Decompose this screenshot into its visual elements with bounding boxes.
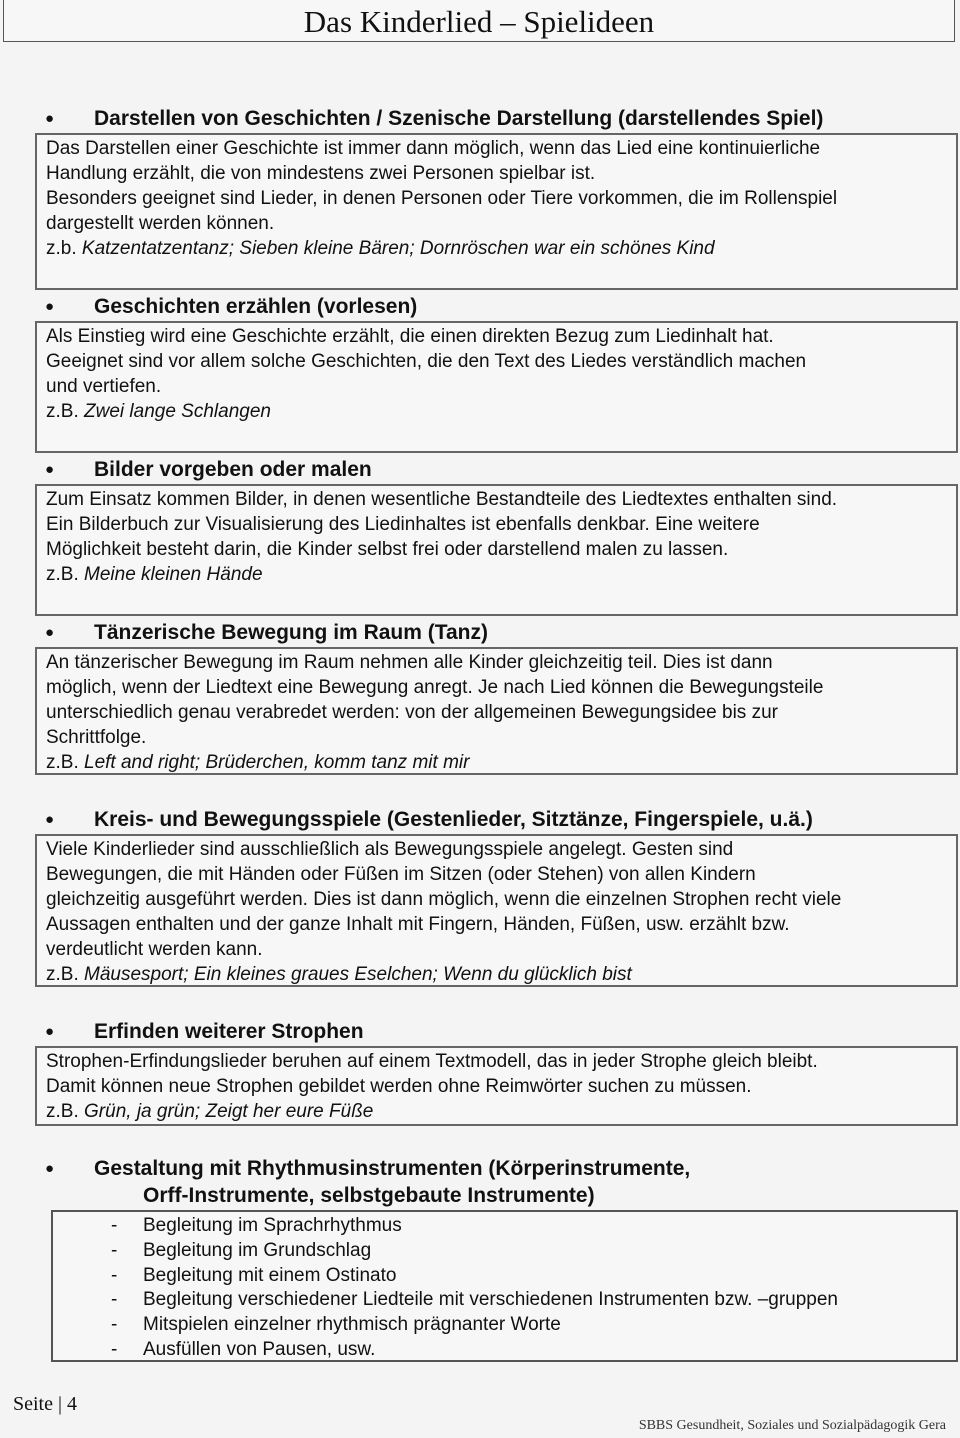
section-heading: ● Bilder vorgeben oder malen bbox=[35, 456, 958, 484]
bullet-icon: ● bbox=[45, 298, 55, 315]
body-line: Aussagen enthalten und der ganze Inhalt mit Fingern, Händen, Füßen, usw. erzählt bzw. bbox=[46, 914, 790, 935]
section-bilder bbox=[35, 456, 958, 616]
section-heading: ● Gestaltung mit Rhythmusinstrumenten (Körperinstrumente, Orff-Instrumente, selbstgebaute Instrumente) bbox=[45, 1157, 691, 1207]
section-kreisspiele bbox=[35, 806, 958, 987]
body-line: gleichzeitig ausgeführt werden. Dies ist dann möglich, wenn die einzelnen Strophen recht viele bbox=[46, 889, 842, 910]
section-body bbox=[35, 647, 958, 775]
body-line: Bewegungen, die mit Händen oder Füßen im Sitzen (oder Stehen) von allen Kindern bbox=[46, 864, 756, 885]
section-geschichten bbox=[35, 293, 958, 453]
list-item: - Begleitung im Sprachrhythmus bbox=[111, 1215, 402, 1236]
example-line: z.B. Grün, ja grün; Zeigt her eure Füße bbox=[46, 1101, 374, 1122]
body-line: dargestellt werden können. bbox=[46, 213, 275, 234]
example-line: z.B. Meine kleinen Hände bbox=[46, 564, 263, 585]
section-darstellen bbox=[35, 105, 958, 290]
list-item: - Ausfüllen von Pausen, usw. bbox=[111, 1338, 376, 1360]
section-heading: ● Geschichten erzählen (vorlesen) bbox=[35, 293, 958, 321]
section-tanz bbox=[35, 619, 958, 775]
list-item: - Begleitung im Grundschlag bbox=[111, 1239, 372, 1261]
body-line: verdeutlicht werden kann. bbox=[46, 939, 263, 960]
section-body bbox=[35, 133, 958, 290]
section-body bbox=[35, 484, 958, 616]
example-line: z.b. Katzentatzentanz; Sieben kleine Bären; Dornröschen war ein schönes Kind bbox=[46, 238, 715, 259]
example-line: z.B. Zwei lange Schlangen bbox=[46, 401, 271, 422]
body-line: Besonders geeignet sind Lieder, in denen Personen oder Tiere vorkommen, die im Rollenspiel bbox=[46, 188, 838, 209]
instrument-list bbox=[51, 1210, 958, 1362]
body-line: möglich, wenn der Liedtext eine Bewegung anregt. Je nach Lied können die Bewegungsteile bbox=[46, 677, 824, 698]
bullet-icon: ● bbox=[45, 811, 55, 828]
section-body bbox=[35, 321, 958, 453]
example-line: z.B. Mäusesport; Ein kleines graues Eselchen; Wenn du glücklich bist bbox=[46, 964, 632, 985]
body-line: Das Darstellen einer Geschichte ist immer dann möglich, wenn das Lied eine kontinuierliche bbox=[46, 138, 821, 159]
body-line: und vertiefen. bbox=[46, 376, 162, 397]
list-item: - Begleitung verschiedener Liedteile mit verschiedenen Instrumenten bzw. –gruppen bbox=[111, 1289, 838, 1311]
section-heading: ● Darstellen von Geschichten / Szenische Darstellung (darstellendes Spiel) bbox=[35, 105, 958, 133]
institution-name: SBBS Gesundheit, Soziales und Sozialpädagogik Gera bbox=[638, 1418, 946, 1433]
body-line: Viele Kinderlieder sind ausschließlich als Bewegungsspiele angelegt. Gesten sind bbox=[46, 839, 734, 860]
page-number: Seite | 4 bbox=[13, 1393, 77, 1415]
body-line: Ein Bilderbuch zur Visualisierung des Liedinhaltes ist ebenfalls denkbar. Eine weitere bbox=[46, 514, 760, 535]
body-line: Möglichkeit besteht darin, die Kinder selbst frei oder darstellend malen zu lassen. bbox=[46, 539, 729, 560]
section-body bbox=[35, 1046, 958, 1126]
section-heading: ● Tänzerische Bewegung im Raum (Tanz) bbox=[35, 619, 958, 647]
bullet-icon: ● bbox=[45, 1160, 55, 1177]
bullet-icon: ● bbox=[45, 110, 55, 127]
body-line: Schrittfolge. bbox=[46, 727, 147, 748]
body-line: Zum Einsatz kommen Bilder, in denen wesentliche Bestandteile des Liedtextes enthalten sind. bbox=[46, 489, 838, 510]
bullet-icon: ● bbox=[45, 1023, 55, 1040]
body-line: An tänzerischer Bewegung im Raum nehmen alle Kinder gleichzeitig teil. Dies ist dann bbox=[46, 652, 773, 673]
section-heading: ● Erfinden weiterer Strophen bbox=[35, 1018, 958, 1046]
body-line: Als Einstieg wird eine Geschichte erzählt, die einen direkten Bezug zum Liedinhalt hat. bbox=[46, 326, 774, 347]
section-strophen bbox=[35, 1018, 958, 1126]
body-line: Geeignet sind vor allem solche Geschichten, die den Text des Liedes verständlich machen bbox=[46, 351, 807, 372]
body-line: unterschiedlich genau verabredet werden: von der allgemeinen Bewegungsidee bis zur bbox=[46, 702, 778, 723]
example-line: z.B. Left and right; Brüderchen, komm tanz mit mir bbox=[46, 752, 470, 773]
bullet-icon: ● bbox=[45, 624, 55, 641]
section-heading: ● Kreis- und Bewegungsspiele (Gestenlieder, Sitztänze, Fingerspiele, u.ä.) bbox=[35, 806, 958, 834]
list-item: - Begleitung mit einem Ostinato bbox=[111, 1264, 397, 1286]
page-title: Das Kinderlied – Spielideen bbox=[3, 0, 955, 42]
bullet-icon: ● bbox=[45, 461, 55, 478]
section-body bbox=[35, 834, 958, 987]
body-line: Strophen-Erfindungslieder beruhen auf einem Textmodell, das in jeder Strophe gleich bleibt. bbox=[46, 1051, 818, 1072]
body-line: Damit können neue Strophen gebildet werden ohne Reimwörter suchen zu müssen. bbox=[46, 1076, 752, 1097]
list-item: - Mitspielen einzelner rhythmisch prägnanter Worte bbox=[111, 1314, 561, 1336]
body-line: Handlung erzählt, die von mindestens zwei Personen spielbar ist. bbox=[46, 163, 596, 184]
section-rhythmus bbox=[35, 1155, 958, 1211]
